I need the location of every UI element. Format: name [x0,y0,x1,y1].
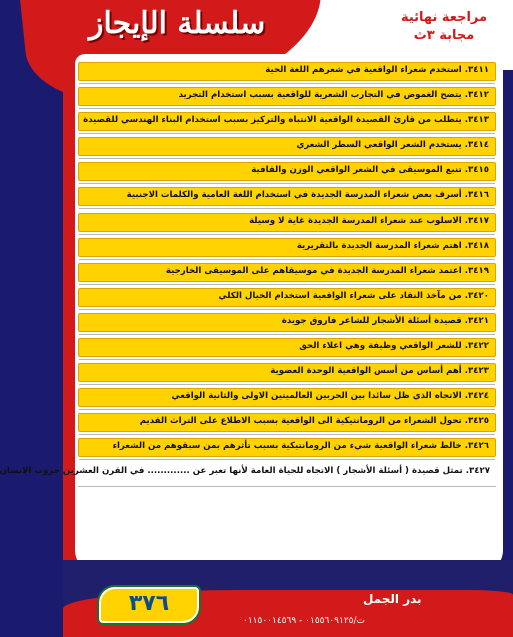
question-text: ٣٤٢٦. خالط شعراء الواقعية شيء من الرومانتيكية بسبب تأثرهم بمن سبقوهم من الشعراء [112,441,489,452]
question-text: ٣٤١٢. يتضح الغموض في التجارب الشعرية للواقعية بسبب استخدام التجريد [178,90,489,101]
answer-line [79,459,495,460]
answer-line [79,234,495,235]
question-item [78,263,496,282]
phone-numbers: ت/٠١٥٥٦٠٩١٢٥ - ٠١١٥٠٠١٤٥٦٩ [243,616,366,626]
question-text: ٣٤١٨. اهتم شعراء المدرسة الجديدة بالتقريرية [296,240,489,251]
question-text: ٣٤١٦. أسرف بعض شعراء المدرسة الجديدة في استخدام اللغة العامية والكلمات الاجنبية [126,190,489,201]
question-item [78,288,496,307]
review-subtitle: مجابة ٣ث [413,28,475,43]
question-item [78,213,496,232]
answer-line [79,83,495,84]
answer-line [79,309,495,310]
answer-line [79,158,495,159]
question-text: ٣٤٢٤. الاتجاه الذي ظل سائدا بين الحربين العالميتين الاولى والثانية الواقعي [171,391,489,402]
question-item [78,388,496,407]
answer-line [79,208,495,209]
question-list [0,62,496,489]
page-number-badge [97,585,201,625]
question-text: ٣٤٢٢. للشعر الواقعي وظيفة وهي اعلاء الحق [299,341,489,352]
question-item [78,238,496,257]
question-text: ٣٤١٩. اعتمد شعراء المدرسة الجديدة في موسيقاهم على الموسيقى الخارجية [165,265,489,276]
answer-line [79,359,495,360]
answer-line [79,334,495,335]
question-text: ٣٤٢٥. تحول الشعراء من الرومانتيكية الى الواقعية بسبب الاطلاع على التراث القديم [139,416,489,427]
answer-line [79,384,495,385]
question-item [78,338,496,357]
question-text: ٣٤٢٣. أهم أساس من أسس الواقعية الوحدة العضوية [270,366,489,377]
question-item [78,363,496,382]
review-title: مراجعة نهائية [400,10,488,25]
question-text: ٣٤٢١. قصيدة أسئلة الأشجار للشاعر فاروق جويدة [281,315,489,326]
question-item [78,62,496,81]
answer-line [79,183,495,184]
answer-line [79,409,495,410]
question-text: ٣٤١١. استخدم شعراء الواقعية في شعرهم اللغة الحية [265,65,489,75]
answer-line [79,108,495,109]
question-item [78,438,496,457]
question-item [78,413,496,432]
question-text: ٣٤١٧. الاسلوب عند شعراء المدرسة الجديدة غاية لا وسيلة [249,215,489,226]
answer-line [79,259,495,260]
question-text: ٣٤١٥. تنبع الموسيقى في الشعر الواقعي الوزن والقافية [251,165,489,176]
question-item [78,187,496,206]
answer-line [78,486,496,487]
answer-line [79,284,495,285]
question-item [78,87,496,106]
answer-line [79,133,495,134]
question-item [78,162,496,181]
question-item [78,313,496,332]
series-title: سلسلة الإيجاز [89,6,266,41]
question-text: ٣٤١٤. يستخدم الشعر الواقعي السطر الشعري [296,140,489,151]
question-item [78,112,496,131]
question-text: ٣٤٢٠. من مآخذ النقاد على شعراء الواقعية استخدام الخيال الكلي [218,290,489,301]
page-number: ٣٧٦ [128,591,170,616]
question-item [78,137,496,156]
question-item [0,464,496,483]
answer-line [79,434,495,435]
question-text: ٣٤١٣. يتطلب من قارئ القصيدة الواقعية الانتباه والتركيز بسبب استخدام البناء الهندسي للقصيدة [83,115,489,126]
question-text: ٣٤٢٧. تمثل قصيدة ( أسئلة الأشجار ) الاتجاه للحياة العامة لأنها تعبر عن ............. في القرن العشرين حروب الانسان [0,465,490,476]
author-name: بدر الجمل [363,592,422,606]
